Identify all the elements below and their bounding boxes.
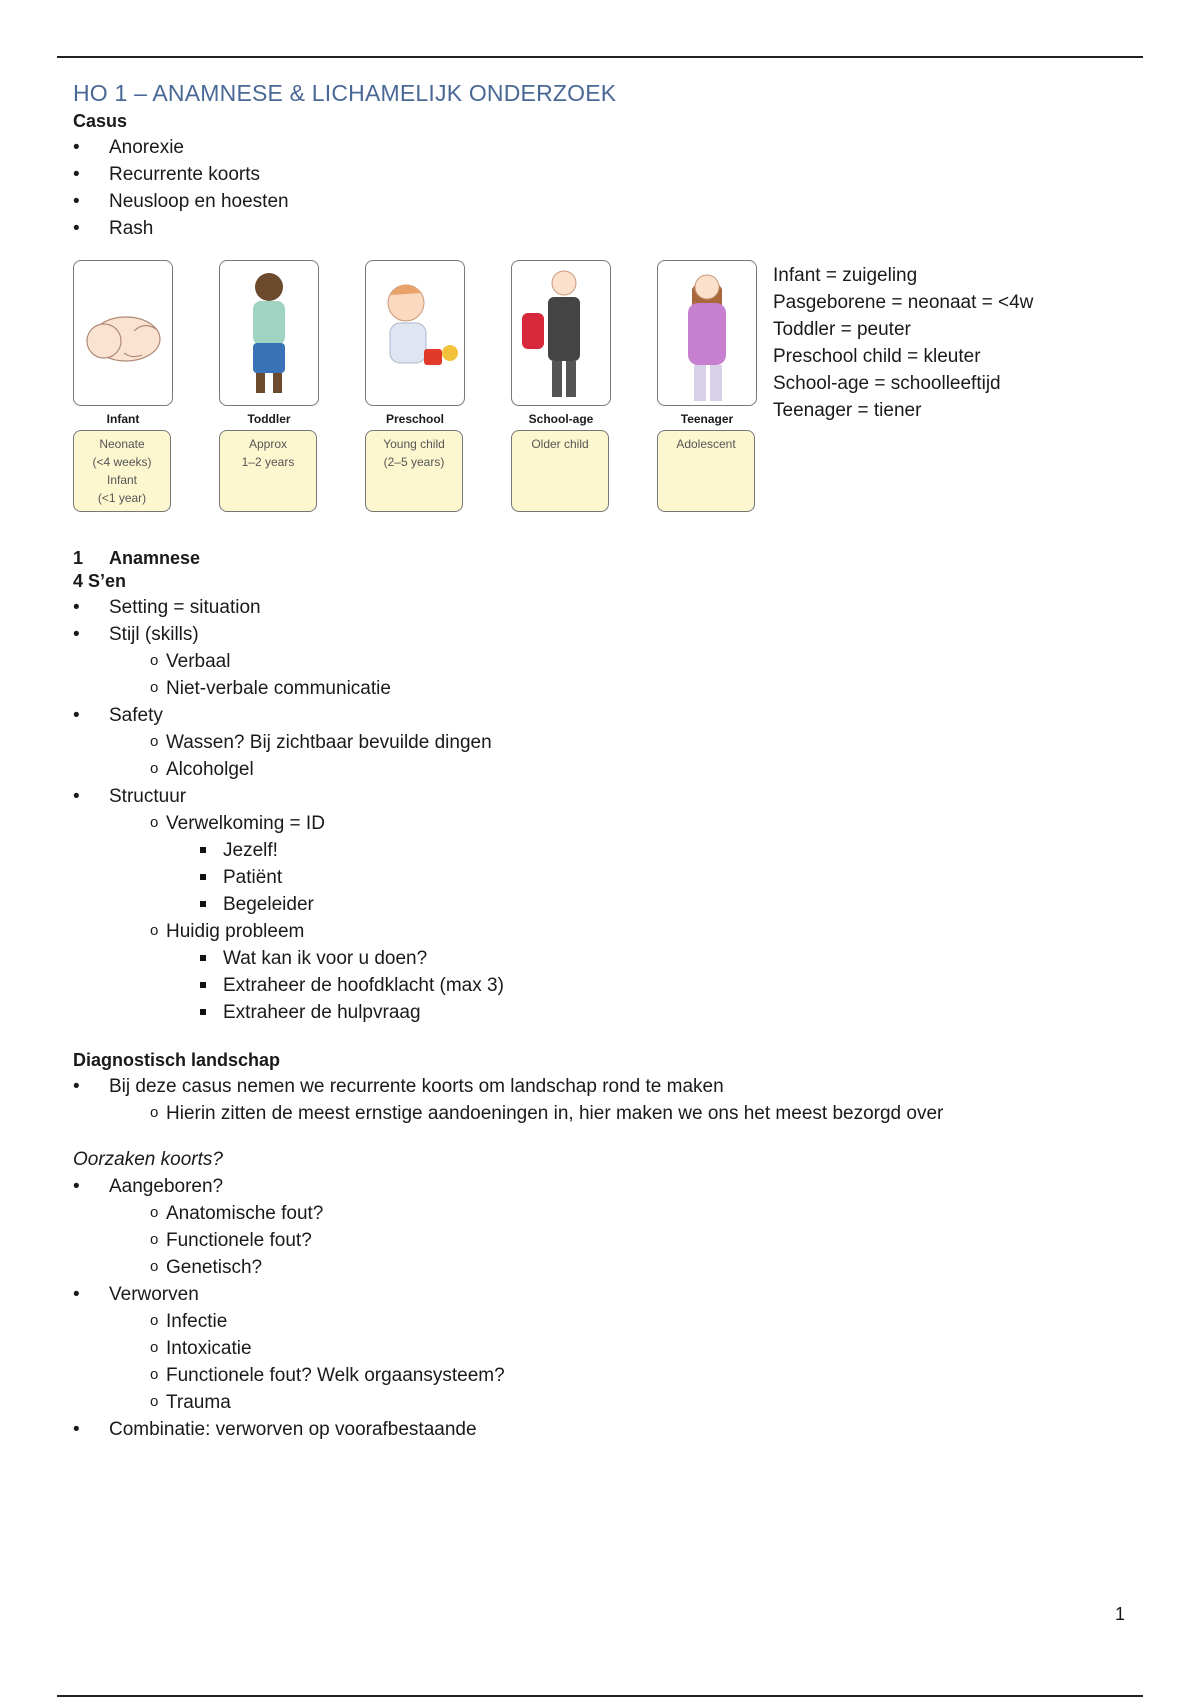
age-box [657, 430, 755, 512]
age-definitions [773, 262, 1033, 424]
list-item [73, 1281, 1133, 1416]
section-number: 1 [73, 548, 84, 568]
age-label: School-age [528, 412, 594, 426]
list-item: o Genetisch? [130, 1254, 1133, 1281]
age-card-infant [73, 260, 173, 512]
toddler-illustration [219, 260, 319, 406]
section-title: Anamnese [109, 548, 201, 568]
list-item: • Anorexie [73, 134, 1133, 161]
list-item-text: Safety [109, 705, 163, 726]
list-item: o Verbaal [130, 648, 1133, 675]
list-item [73, 702, 1133, 783]
age-groups-figure [73, 260, 1133, 538]
sub-list [130, 1200, 1133, 1281]
list-item: o Trauma [130, 1389, 1133, 1416]
list-item-text: Bij deze casus nemen we recurrente koorts om landschap rond te maken [109, 1076, 724, 1097]
age-box-line: (<1 year) [97, 491, 147, 505]
definition-line: School-age = schoolleeftijd [773, 373, 1001, 394]
list-item [73, 621, 1133, 702]
definition-line: Preschool child = kleuter [773, 346, 981, 367]
section-1-heading [73, 548, 1133, 569]
list-item: Jezelf! [187, 837, 1133, 864]
age-box-line: (<4 weeks) [92, 455, 152, 469]
list-item [130, 810, 1133, 918]
age-card-toddler [219, 260, 319, 512]
sub-sub-list [187, 945, 1133, 1026]
age-label: Infant [106, 412, 140, 426]
age-label: Teenager [680, 412, 734, 426]
oorzaken-list [73, 1173, 1133, 1443]
list-item: • Combinatie: verworven op voorafbestaande [73, 1416, 1133, 1443]
list-item: Extraheer de hulpvraag [187, 999, 1133, 1026]
teenager-illustration [657, 260, 757, 406]
age-box-line: 1–2 years [241, 455, 295, 469]
list-item: Begeleider [187, 891, 1133, 918]
page-number: 1 [1114, 1604, 1125, 1624]
definition-line: Pasgeborene = neonaat = <4w [773, 292, 1034, 313]
list-item: o Wassen? Bij zichtbaar bevuilde dingen [130, 729, 1133, 756]
list-item: • Neusloop en hoesten [73, 188, 1133, 215]
age-card-school-age [511, 260, 611, 512]
age-box [365, 430, 463, 512]
diagnostisch-heading: Diagnostisch landschap [73, 1050, 281, 1070]
list-item: Wat kan ik voor u doen? [187, 945, 1133, 972]
definition-line: Teenager = tiener [773, 400, 922, 421]
document-page [73, 80, 1133, 1443]
list-item: o Niet-verbale communicatie [130, 675, 1133, 702]
page-title: HO 1 – ANAMNESE & LICHAMELIJK ONDERZOEK [73, 80, 617, 106]
list-item [73, 1173, 1133, 1281]
list-item: • Setting = situation [73, 594, 1133, 621]
list-item: o Alcoholgel [130, 756, 1133, 783]
age-box-line: Neonate [99, 437, 145, 451]
age-card-preschool [365, 260, 465, 512]
list-item: o Anatomische fout? [130, 1200, 1133, 1227]
age-box [511, 430, 609, 512]
age-label: Preschool [385, 412, 445, 426]
list-item-text: Structuur [109, 786, 187, 807]
sub-list [130, 729, 1133, 783]
casus-heading: Casus [73, 111, 128, 131]
age-box-line: Young child [383, 437, 445, 451]
list-item: Patiënt [187, 864, 1133, 891]
age-box-line: Adolescent [676, 437, 736, 451]
list-item: • Rash [73, 215, 1133, 242]
sub-list [130, 648, 1133, 702]
age-box [219, 430, 317, 512]
header-rule [57, 56, 1143, 58]
definition-line: Infant = zuigeling [773, 265, 918, 286]
list-item-text: Stijl (skills) [109, 624, 199, 645]
oorzaken-heading: Oorzaken koorts? [73, 1149, 223, 1170]
list-item [130, 918, 1133, 1026]
list-item-text: Verwelkoming = ID [166, 813, 325, 834]
age-card-teenager [657, 260, 757, 512]
list-item [73, 1073, 1133, 1127]
sub-list [130, 1100, 1133, 1127]
list-item: o Hierin zitten de meest ernstige aandoeningen in, hier maken we ons het meest bezorgd over [130, 1100, 1133, 1127]
four-s-heading: 4 S’en [73, 571, 127, 591]
footer-rule [57, 1695, 1143, 1697]
four-s-list [73, 594, 1133, 1026]
list-item: Extraheer de hoofdklacht (max 3) [187, 972, 1133, 999]
definition-line: Toddler = peuter [773, 319, 911, 340]
preschool-illustration [365, 260, 465, 406]
list-item-text: Aangeboren? [109, 1176, 224, 1197]
list-item-text: Huidig probleem [166, 921, 305, 942]
age-box-line: Approx [248, 437, 288, 451]
list-item: o Functionele fout? Welk orgaansysteem? [130, 1362, 1133, 1389]
list-item [73, 783, 1133, 1026]
list-item-text: Verworven [109, 1284, 199, 1305]
age-box-line: Older child [531, 437, 589, 451]
list-item: o Infectie [130, 1308, 1133, 1335]
age-box-line: Infant [106, 473, 138, 487]
list-item: • Recurrente koorts [73, 161, 1133, 188]
sub-list [130, 1308, 1133, 1416]
diagnostisch-list [73, 1073, 1133, 1127]
age-label: Toddler [247, 412, 291, 426]
infant-illustration [73, 260, 173, 406]
sub-sub-list [187, 837, 1133, 918]
list-item: o Intoxicatie [130, 1335, 1133, 1362]
school-age-illustration [511, 260, 611, 406]
age-box [73, 430, 171, 512]
casus-list [73, 134, 1133, 242]
sub-list [130, 810, 1133, 1026]
list-item: o Functionele fout? [130, 1227, 1133, 1254]
age-box-line: (2–5 years) [383, 455, 445, 469]
